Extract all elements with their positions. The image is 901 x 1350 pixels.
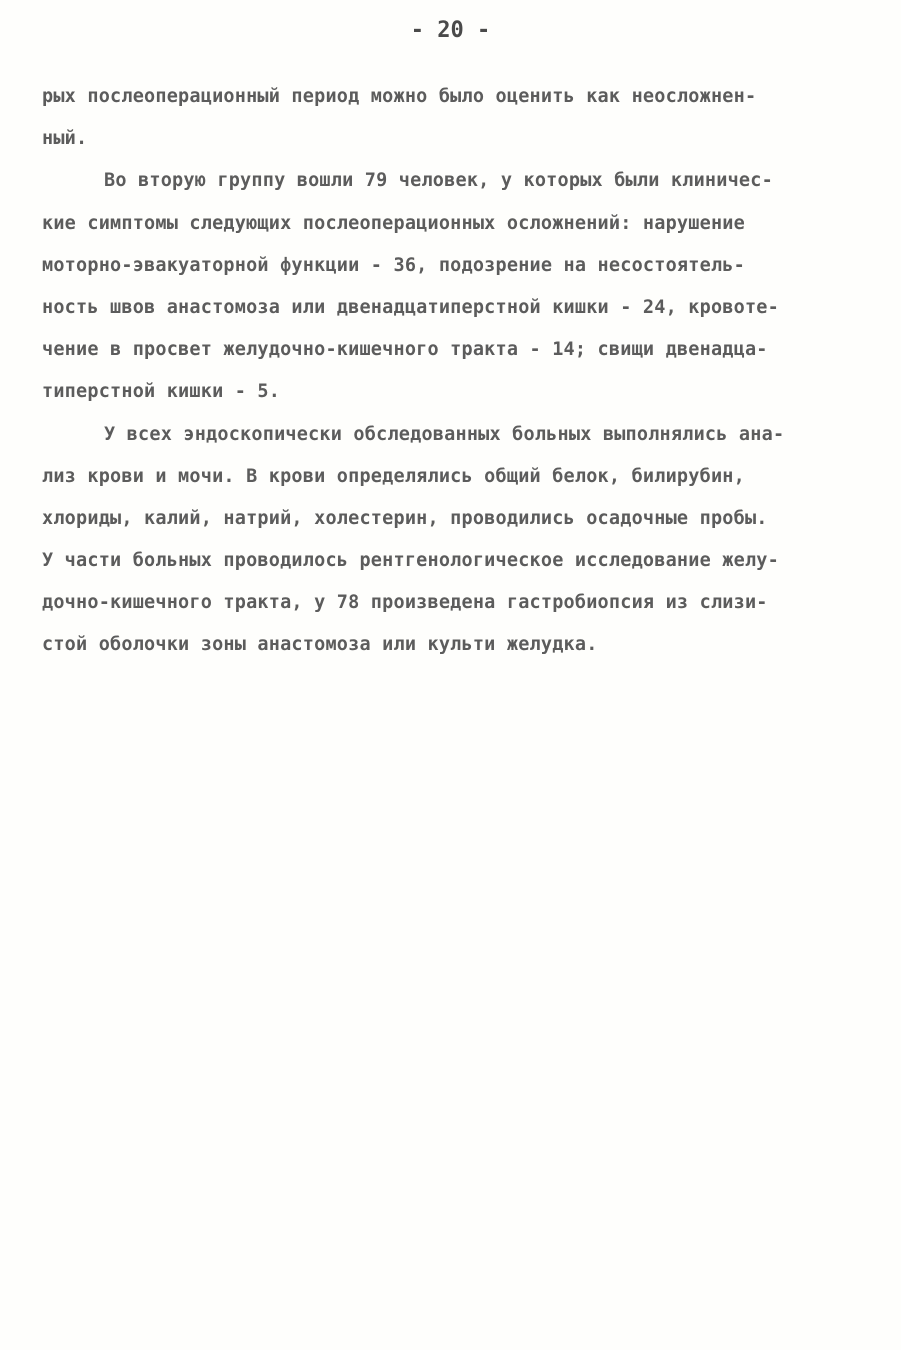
text-line: дочно-кишечного тракта, у 78 произведена гастробиопсия из слизи- [42,592,768,614]
text-line: хлориды, калий, натрий, холестерин, проводились осадочные пробы. [42,507,768,529]
text-line: типерстной кишки - 5. [42,381,281,403]
text-line: стой оболочки зоны анастомоза или культи желудка. [42,634,598,656]
paragraph-2 [42,160,872,413]
text-line: У части больных проводилось рентгенологическое исследование желу- [42,550,779,572]
paragraph-1 [42,76,872,160]
text-line: чение в просвет желудочно-кишечного тракта - 14; свищи двенадца- [42,339,768,361]
text-line: кие симптомы следующих послеоперационных осложнений: нарушение [42,212,745,234]
text-line: рых послеоперационный период можно было оценить как неосложнен- [42,86,757,107]
page-number: - 20 - [410,18,491,43]
text-line: У всех эндоскопически обследованных больных выполнялись ана- [104,423,785,445]
text-line: Во вторую группу вошли 79 человек, у которых были клиничес- [104,170,773,192]
text-line: ность швов анастомоза или двенадцатиперстной кишки - 24, кровоте- [42,296,779,318]
body-text [42,76,872,667]
paragraph-3 [42,414,872,667]
text-line: моторно-эвакуаторной функции - 36, подозрение на несостоятель- [42,254,745,276]
text-line: ный. [42,128,88,150]
text-line: лиз крови и мочи. В крови определялись общий белок, билирубин, [42,465,745,487]
